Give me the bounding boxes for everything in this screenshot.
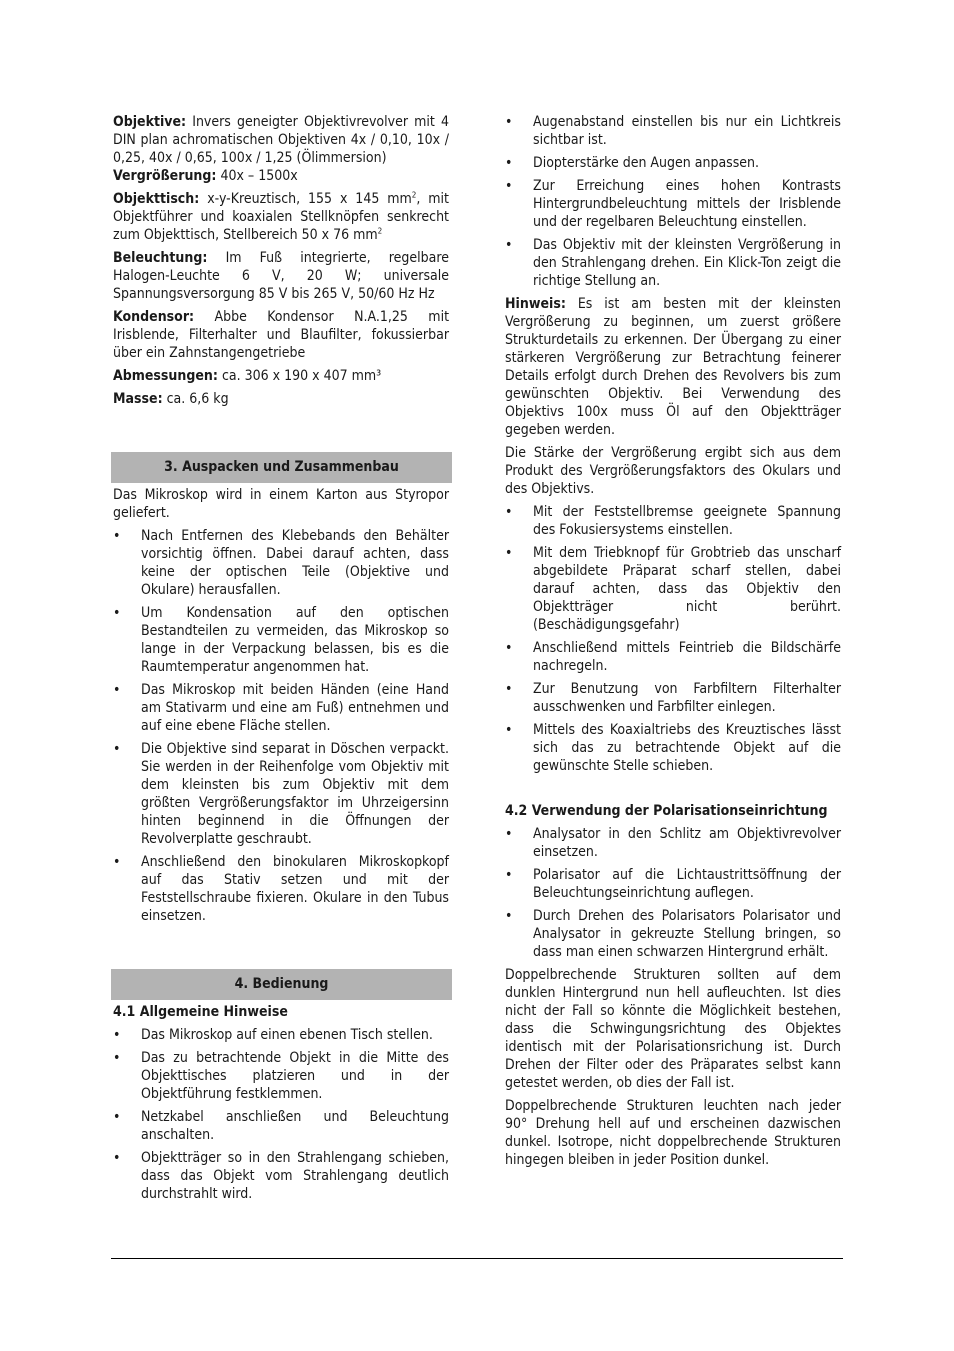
spec-objekttisch: Objekttisch: x-y-Kreuztisch, 155 x 145 $mm^2$, mit Objektführer und koaxialen Stellknöpfen senkrecht zum Objekttisch, Stellbereich 50 x 76 $mm^2$ — [113, 190, 449, 243]
list-item: • Mit dem Triebknopf für Grobtrieb das unscharf abgebildete Präparat scharf stellen, dabei darauf achten, dass das Objektiv den Objektträger nicht berührt. (Beschädigungsgefahr) — [505, 545, 841, 633]
doppelbrechend-paragraph-2: Doppelbrechende Strukturen leuchten nach jeder 90° Drehung hell auf und erscheinen dazwischen dunkel. Isotrope, nicht doppelbrechende Strukturen hingegen bleiben in jeder Position dunkel. — [505, 1098, 841, 1168]
bullet-icon: • — [113, 605, 121, 621]
list-item: • Anschließend mittels Feintrieb die Bildschärfe nachregeln. — [505, 640, 841, 674]
bullet-icon: • — [505, 681, 513, 697]
bullet-icon: • — [505, 114, 513, 130]
polarisation-list — [505, 825, 841, 961]
bullet-icon: • — [113, 1150, 121, 1166]
list-item: • Analysator in den Schlitz am Objektivrevolver einsetzen. — [505, 826, 841, 860]
section-heading-bedienung: 4. Bedienung — [111, 969, 452, 1000]
bullet-icon: • — [113, 1109, 121, 1125]
list-item: • Nach Entfernen des Klebebands den Behälter vorsichtig öffnen. Dabei darauf achten, dass keine der optischen Teile (Objektive und Okulare) herausfallen. — [113, 528, 449, 598]
bullet-icon: • — [113, 741, 121, 757]
spec-beleuchtung: Beleuchtung: Im Fuß integrierte, regelbare Halogen-Leuchte 6 V, 20 W; universale Spannungsversorgung 85 V bis 265 V, 50/60 Hz Hz — [113, 250, 450, 302]
section4-list — [113, 1026, 449, 1203]
section3-list — [113, 527, 449, 925]
list-item: • Mittels des Koaxialtriebs des Kreuztisches lässt sich das zu betrachtende Objekt auf die gewünschte Stelle schieben. — [505, 722, 841, 774]
bullet-icon: • — [505, 908, 513, 924]
list-item: • Die Objektive sind separat in Döschen verpackt. Sie werden in der Reihenfolge vom Objektiv mit dem kleinsten bis zum Objektiv mit dem größten Vergrößerungsfaktor im Uhrzeigersinn hinten beginnend in die Öffnungen der Revolverplatte geschraubt. — [113, 741, 449, 847]
bullet-icon: • — [113, 1027, 121, 1043]
left-column — [113, 113, 449, 1208]
bullet-icon: • — [505, 155, 513, 171]
bullet-icon: • — [505, 545, 513, 561]
bullet-icon: • — [505, 178, 513, 194]
list-item: • Zur Benutzung von Farbfiltern Filterhalter ausschwenken und Farbfilter einlegen. — [505, 681, 841, 715]
list-item: • Mit der Feststellbremse geeignete Spannung des Fokusiersystems einstellen. — [505, 504, 841, 538]
subsection-heading-allgemeine-hinweise: 4.1 Allgemeine Hinweise — [113, 1004, 288, 1020]
section3-intro: Das Mikroskop wird in einem Karton aus Styropor geliefert. — [113, 487, 449, 521]
operation-list-2 — [505, 503, 841, 775]
section-heading-auspacken: 3. Auspacken und Zusammenbau — [111, 452, 452, 483]
right-column — [505, 113, 841, 1174]
bullet-icon: • — [505, 867, 513, 883]
spec-vergroesserung: Vergrößerung: 40x – 1500x — [113, 168, 298, 184]
bullet-icon: • — [505, 237, 513, 253]
list-item: • Das Mikroskop mit beiden Händen (eine Hand am Stativarm und eine am Fuß) entnehmen und auf eine ebene Fläche stellen. — [113, 682, 449, 734]
bullet-icon: • — [505, 640, 513, 656]
list-item: • Zur Erreichung eines hohen Kontrasts Hintergrundbeleuchtung mittels der Irisblende und der regelbaren Beleuchtung einstellen. — [505, 178, 841, 230]
hinweis-paragraph: Hinweis: Es ist am besten mit der kleinsten Vergrößerung zu beginnen, um zuerst größere Strukturdetails zu erkennen. Der Übergang zu einer stärkeren Vergrößerung zur Betrachtung feinerer Details erfolgt durch Drehen des Revolvers bis zum gewünschten Objektiv. Bei Verwendung des Objektivs 100x muss Öl auf den Objektträger gegeben werden. — [505, 296, 841, 438]
spec-objektive: Objektive: Invers geneigter Objektivrevolver mit 4 DIN plan achromatischen Objektiven 4x / 0,10, 10x / 0,25, 40x / 0,65, 100x / 1,25 (Ölimmersion) — [113, 114, 449, 166]
doppelbrechend-paragraph-1: Doppelbrechende Strukturen sollten auf dem dunklen Hintergrund nun hell aufleuchten. Ist dies nicht der Fall so könnte die Möglichkeit bestehen, dass die Schwingungsrichtung des Objektes identisch mit der Polarisationsrichung ist. Durch Drehen der Filter oder des Präparates selbst kann getestet werden, ob dies der Fall ist. — [505, 967, 841, 1091]
bullet-icon: • — [505, 504, 513, 520]
list-item: • Objektträger so in den Strahlengang schieben, dass das Objekt vom Strahlengang deutlich durchstrahlt wird. — [113, 1150, 449, 1202]
list-item: • Polarisator auf die Lichtaustrittsöffnung der Beleuchtungseinrichtung auflegen. — [505, 867, 841, 901]
list-item: • Anschließend den binokularen Mikroskopkopf auf das Stativ setzen und mit der Feststellschraube fixieren. Okulare in den Tubus einsetzen. — [113, 854, 449, 924]
bullet-icon: • — [113, 528, 121, 544]
bullet-icon: • — [505, 826, 513, 842]
list-item: • Das Objektiv mit der kleinsten Vergrößerung in den Strahlengang drehen. Ein Klick-Ton zeigt die richtige Stellung an. — [505, 237, 841, 289]
spec-abmessungen: Abmessungen: ca. 306 x 190 x 407 mm³ — [113, 368, 382, 384]
list-item: • Netzkabel anschließen und Beleuchtung anschalten. — [113, 1109, 449, 1143]
spec-kondensor: Kondensor: Abbe Kondensor N.A.1,25 mit Irisblende, Filterhalter und Blaufilter, fokussierbar über ein Zahnstangengetriebe — [113, 309, 449, 361]
staerke-paragraph: Die Stärke der Vergrößerung ergibt sich aus dem Produkt des Vergrößerungsfaktors des Okulars und des Objektivs. — [505, 445, 841, 497]
list-item: • Durch Drehen des Polarisators Polarisator und Analysator in gekreuzte Stellung bringen, so dass man einen schwarzen Hintergrund erhält. — [505, 908, 841, 960]
footer-rule — [111, 1258, 843, 1259]
operation-list-1 — [505, 113, 841, 290]
list-item: • Augenabstand einstellen bis nur ein Lichtkreis sichtbar ist. — [505, 114, 841, 148]
list-item: • Das Mikroskop auf einen ebenen Tisch stellen. — [113, 1027, 433, 1043]
subsection-heading-polarisation: 4.2 Verwendung der Polarisationseinrichtung — [505, 803, 828, 819]
bullet-icon: • — [505, 722, 513, 738]
spec-masse: Masse: ca. 6,6 kg — [113, 391, 229, 407]
bullet-icon: • — [113, 1050, 121, 1066]
list-item: • Das zu betrachtende Objekt in die Mitte des Objekttisches platzieren und in der Objektführung festklemmen. — [113, 1050, 449, 1102]
list-item: • Um Kondensation auf den optischen Bestandteilen zu vermeiden, das Mikroskop so lange in der Verpackung belassen, bis es die Raumtemperatur angenommen hat. — [113, 605, 449, 675]
list-item: • Diopterstärke den Augen anpassen. — [505, 155, 760, 171]
bullet-icon: • — [113, 682, 121, 698]
bullet-icon: • — [113, 854, 121, 870]
